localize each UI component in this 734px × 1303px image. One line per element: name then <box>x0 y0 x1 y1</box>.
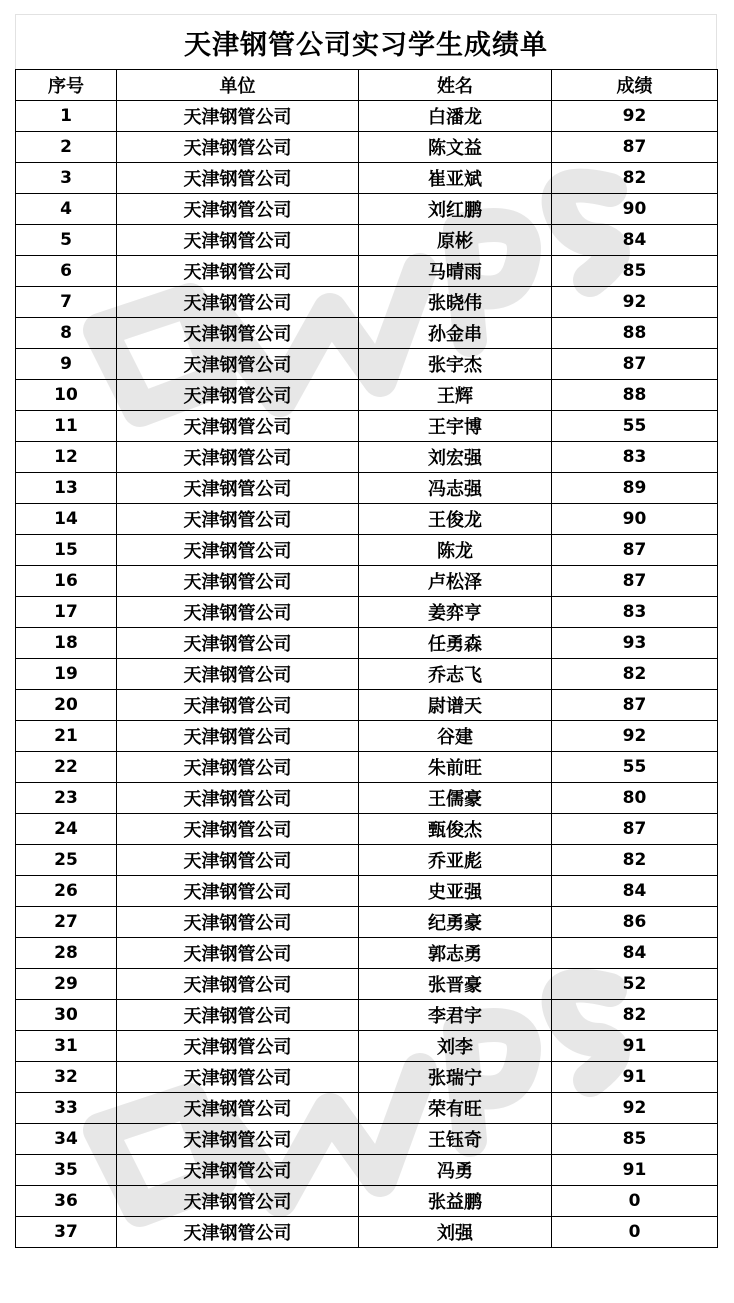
cell-name: 孙金串 <box>359 318 552 349</box>
cell-unit: 天津钢管公司 <box>117 690 359 721</box>
cell-score: 82 <box>552 659 718 690</box>
table-row <box>16 225 718 256</box>
cell-score: 84 <box>552 225 718 256</box>
cell-score: 91 <box>552 1062 718 1093</box>
cell-id: 3 <box>16 163 117 194</box>
cell-unit: 天津钢管公司 <box>117 907 359 938</box>
cell-unit: 天津钢管公司 <box>117 535 359 566</box>
cell-score: 87 <box>552 535 718 566</box>
cell-name: 尉谱天 <box>359 690 552 721</box>
cell-id: 18 <box>16 628 117 659</box>
cell-id: 2 <box>16 132 117 163</box>
cell-id: 23 <box>16 783 117 814</box>
cell-unit: 天津钢管公司 <box>117 659 359 690</box>
sheet-title: 天津钢管公司实习学生成绩单 <box>15 14 717 69</box>
cell-score: 87 <box>552 566 718 597</box>
cell-unit: 天津钢管公司 <box>117 1124 359 1155</box>
cell-id: 16 <box>16 566 117 597</box>
cell-name: 乔志飞 <box>359 659 552 690</box>
table-row <box>16 659 718 690</box>
cell-id: 34 <box>16 1124 117 1155</box>
cell-id: 31 <box>16 1031 117 1062</box>
cell-name: 荣有旺 <box>359 1093 552 1124</box>
cell-score: 80 <box>552 783 718 814</box>
table-row <box>16 752 718 783</box>
cell-unit: 天津钢管公司 <box>117 1093 359 1124</box>
cell-id: 19 <box>16 659 117 690</box>
cell-unit: 天津钢管公司 <box>117 752 359 783</box>
table-row <box>16 566 718 597</box>
cell-id: 13 <box>16 473 117 504</box>
cell-id: 25 <box>16 845 117 876</box>
cell-name: 原彬 <box>359 225 552 256</box>
cell-id: 14 <box>16 504 117 535</box>
cell-unit: 天津钢管公司 <box>117 504 359 535</box>
cell-id: 4 <box>16 194 117 225</box>
table-row <box>16 473 718 504</box>
table-row <box>16 380 718 411</box>
cell-id: 21 <box>16 721 117 752</box>
cell-name: 马晴雨 <box>359 256 552 287</box>
cell-name: 谷建 <box>359 721 552 752</box>
cell-id: 28 <box>16 938 117 969</box>
cell-name: 郭志勇 <box>359 938 552 969</box>
table-row <box>16 442 718 473</box>
cell-id: 22 <box>16 752 117 783</box>
table-body <box>16 101 718 1248</box>
cell-score: 88 <box>552 380 718 411</box>
cell-id: 33 <box>16 1093 117 1124</box>
cell-id: 24 <box>16 814 117 845</box>
cell-name: 王辉 <box>359 380 552 411</box>
cell-name: 朱前旺 <box>359 752 552 783</box>
cell-name: 王俊龙 <box>359 504 552 535</box>
cell-name: 张宇杰 <box>359 349 552 380</box>
score-table <box>15 69 718 1248</box>
cell-name: 王宇博 <box>359 411 552 442</box>
column-header-id: 序号 <box>16 70 117 101</box>
cell-name: 张晓伟 <box>359 287 552 318</box>
cell-unit: 天津钢管公司 <box>117 132 359 163</box>
table-row <box>16 411 718 442</box>
cell-unit: 天津钢管公司 <box>117 411 359 442</box>
cell-unit: 天津钢管公司 <box>117 163 359 194</box>
cell-id: 12 <box>16 442 117 473</box>
cell-name: 纪勇豪 <box>359 907 552 938</box>
cell-unit: 天津钢管公司 <box>117 225 359 256</box>
table-row <box>16 938 718 969</box>
table-row <box>16 876 718 907</box>
cell-name: 王儒豪 <box>359 783 552 814</box>
cell-id: 7 <box>16 287 117 318</box>
cell-score: 87 <box>552 814 718 845</box>
cell-name: 刘强 <box>359 1217 552 1248</box>
cell-unit: 天津钢管公司 <box>117 721 359 752</box>
table-row <box>16 318 718 349</box>
cell-score: 83 <box>552 597 718 628</box>
table-row <box>16 101 718 132</box>
cell-score: 92 <box>552 287 718 318</box>
cell-score: 93 <box>552 628 718 659</box>
cell-score: 91 <box>552 1155 718 1186</box>
cell-id: 6 <box>16 256 117 287</box>
cell-score: 86 <box>552 907 718 938</box>
cell-score: 92 <box>552 721 718 752</box>
cell-score: 82 <box>552 845 718 876</box>
cell-score: 85 <box>552 1124 718 1155</box>
table-row <box>16 628 718 659</box>
cell-score: 89 <box>552 473 718 504</box>
cell-name: 王钰奇 <box>359 1124 552 1155</box>
cell-id: 5 <box>16 225 117 256</box>
cell-unit: 天津钢管公司 <box>117 969 359 1000</box>
cell-id: 26 <box>16 876 117 907</box>
table-row <box>16 907 718 938</box>
cell-unit: 天津钢管公司 <box>117 380 359 411</box>
cell-id: 8 <box>16 318 117 349</box>
cell-unit: 天津钢管公司 <box>117 876 359 907</box>
table-row <box>16 1217 718 1248</box>
table-row <box>16 1124 718 1155</box>
table-row <box>16 721 718 752</box>
cell-name: 刘红鹏 <box>359 194 552 225</box>
cell-name: 史亚强 <box>359 876 552 907</box>
cell-score: 84 <box>552 876 718 907</box>
cell-score: 90 <box>552 504 718 535</box>
cell-unit: 天津钢管公司 <box>117 318 359 349</box>
cell-name: 冯勇 <box>359 1155 552 1186</box>
column-header-unit: 单位 <box>117 70 359 101</box>
cell-score: 87 <box>552 690 718 721</box>
cell-score: 55 <box>552 752 718 783</box>
cell-score: 92 <box>552 101 718 132</box>
table-row <box>16 1186 718 1217</box>
cell-name: 任勇森 <box>359 628 552 659</box>
cell-name: 陈文益 <box>359 132 552 163</box>
cell-unit: 天津钢管公司 <box>117 814 359 845</box>
column-header-name: 姓名 <box>359 70 552 101</box>
cell-score: 87 <box>552 349 718 380</box>
cell-id: 1 <box>16 101 117 132</box>
cell-id: 20 <box>16 690 117 721</box>
cell-id: 37 <box>16 1217 117 1248</box>
cell-name: 刘宏强 <box>359 442 552 473</box>
cell-unit: 天津钢管公司 <box>117 1031 359 1062</box>
cell-name: 冯志强 <box>359 473 552 504</box>
table-row <box>16 845 718 876</box>
score-sheet <box>15 14 717 1248</box>
cell-id: 10 <box>16 380 117 411</box>
cell-score: 82 <box>552 163 718 194</box>
cell-unit: 天津钢管公司 <box>117 628 359 659</box>
table-row <box>16 1000 718 1031</box>
cell-name: 乔亚彪 <box>359 845 552 876</box>
cell-unit: 天津钢管公司 <box>117 597 359 628</box>
table-row <box>16 194 718 225</box>
cell-name: 陈龙 <box>359 535 552 566</box>
cell-unit: 天津钢管公司 <box>117 256 359 287</box>
table-header-row <box>16 70 718 101</box>
table-row <box>16 504 718 535</box>
cell-score: 0 <box>552 1186 718 1217</box>
cell-id: 27 <box>16 907 117 938</box>
cell-id: 29 <box>16 969 117 1000</box>
table-row <box>16 690 718 721</box>
cell-id: 11 <box>16 411 117 442</box>
table-row <box>16 132 718 163</box>
cell-name: 姜弈亨 <box>359 597 552 628</box>
table-row <box>16 1155 718 1186</box>
table-row <box>16 349 718 380</box>
table-row <box>16 163 718 194</box>
table-row <box>16 256 718 287</box>
table-row <box>16 1062 718 1093</box>
cell-unit: 天津钢管公司 <box>117 1186 359 1217</box>
cell-unit: 天津钢管公司 <box>117 1155 359 1186</box>
cell-score: 84 <box>552 938 718 969</box>
cell-name: 李君宇 <box>359 1000 552 1031</box>
cell-id: 15 <box>16 535 117 566</box>
cell-score: 55 <box>552 411 718 442</box>
cell-id: 32 <box>16 1062 117 1093</box>
cell-unit: 天津钢管公司 <box>117 1000 359 1031</box>
table-row <box>16 597 718 628</box>
cell-name: 张益鹏 <box>359 1186 552 1217</box>
cell-score: 91 <box>552 1031 718 1062</box>
cell-score: 0 <box>552 1217 718 1248</box>
table-row <box>16 814 718 845</box>
cell-name: 卢松泽 <box>359 566 552 597</box>
cell-score: 88 <box>552 318 718 349</box>
cell-score: 83 <box>552 442 718 473</box>
cell-name: 甄俊杰 <box>359 814 552 845</box>
cell-unit: 天津钢管公司 <box>117 845 359 876</box>
cell-score: 92 <box>552 1093 718 1124</box>
cell-name: 张瑞宁 <box>359 1062 552 1093</box>
cell-name: 张晋豪 <box>359 969 552 1000</box>
table-row <box>16 783 718 814</box>
cell-unit: 天津钢管公司 <box>117 349 359 380</box>
cell-unit: 天津钢管公司 <box>117 442 359 473</box>
cell-unit: 天津钢管公司 <box>117 566 359 597</box>
cell-unit: 天津钢管公司 <box>117 1217 359 1248</box>
cell-score: 87 <box>552 132 718 163</box>
cell-id: 17 <box>16 597 117 628</box>
cell-id: 36 <box>16 1186 117 1217</box>
cell-score: 82 <box>552 1000 718 1031</box>
cell-unit: 天津钢管公司 <box>117 194 359 225</box>
cell-id: 9 <box>16 349 117 380</box>
cell-score: 52 <box>552 969 718 1000</box>
table-row <box>16 1093 718 1124</box>
cell-id: 30 <box>16 1000 117 1031</box>
cell-unit: 天津钢管公司 <box>117 783 359 814</box>
cell-score: 90 <box>552 194 718 225</box>
cell-name: 崔亚斌 <box>359 163 552 194</box>
cell-unit: 天津钢管公司 <box>117 101 359 132</box>
cell-unit: 天津钢管公司 <box>117 473 359 504</box>
table-row <box>16 969 718 1000</box>
cell-name: 刘李 <box>359 1031 552 1062</box>
cell-id: 35 <box>16 1155 117 1186</box>
column-header-score: 成绩 <box>552 70 718 101</box>
cell-unit: 天津钢管公司 <box>117 287 359 318</box>
table-row <box>16 535 718 566</box>
cell-unit: 天津钢管公司 <box>117 938 359 969</box>
cell-unit: 天津钢管公司 <box>117 1062 359 1093</box>
table-row <box>16 1031 718 1062</box>
table-row <box>16 287 718 318</box>
cell-name: 白潘龙 <box>359 101 552 132</box>
cell-score: 85 <box>552 256 718 287</box>
